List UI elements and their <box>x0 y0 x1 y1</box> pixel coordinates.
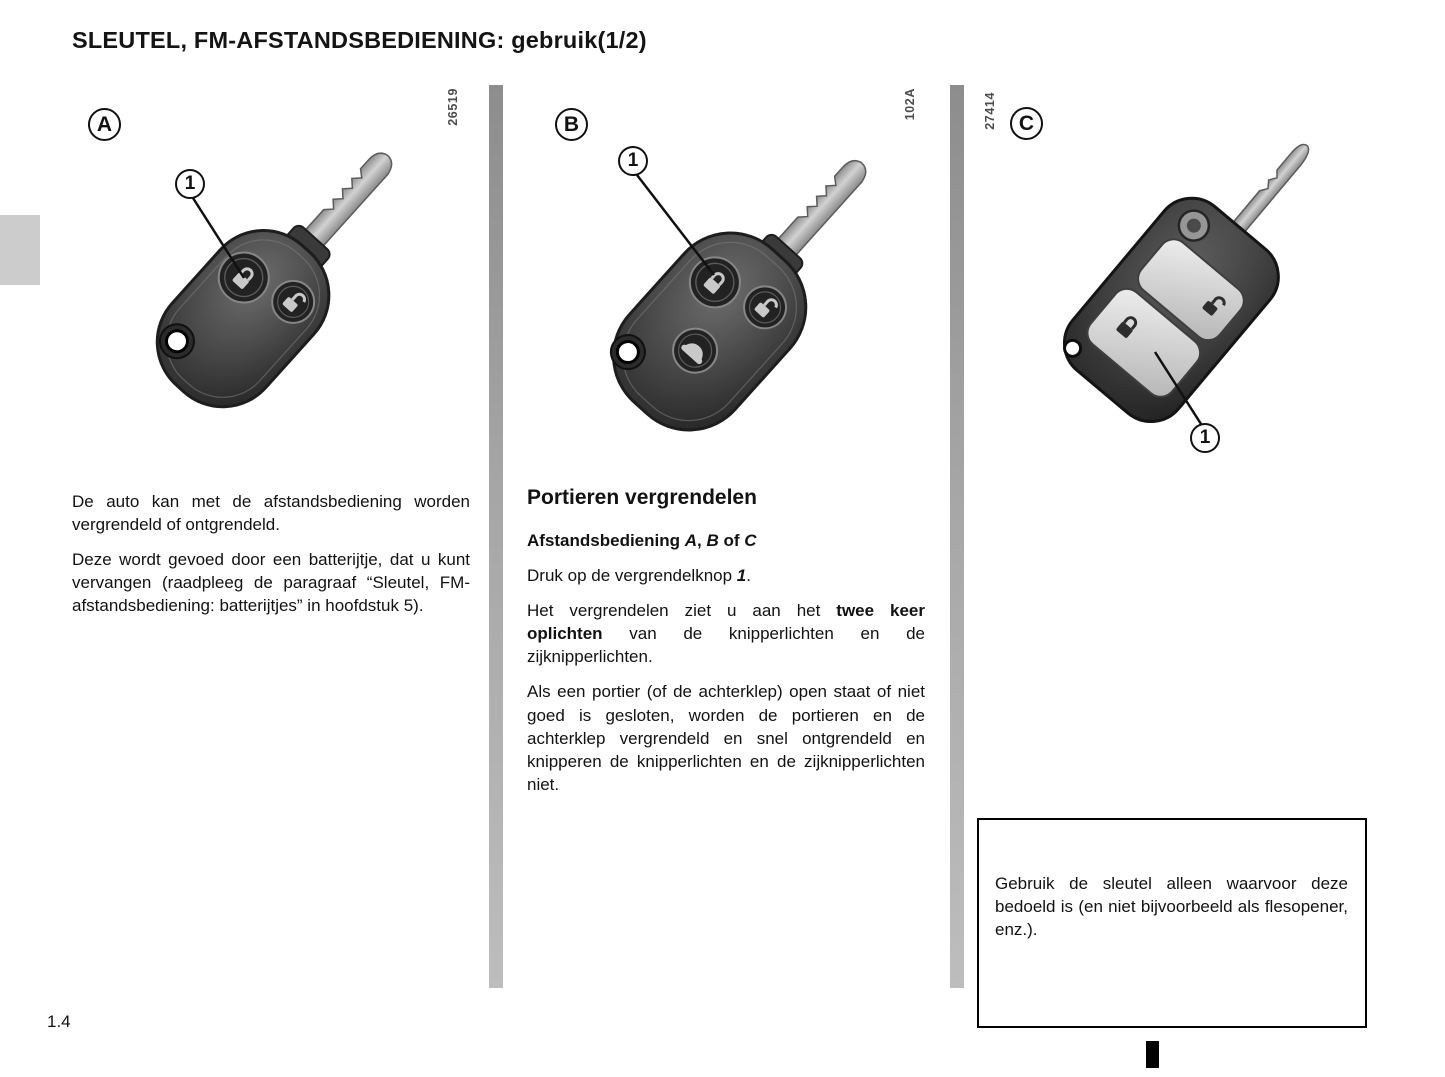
figure-label-a: A <box>88 108 121 141</box>
page-number: 1.4 <box>47 1012 71 1031</box>
column-divider-2 <box>950 85 964 988</box>
subheading-text: Afstandsbediening <box>527 531 685 550</box>
battery-paragraph: Deze wordt gevoed door een batterijtje, dat u kunt vervangen (raadpleeg de paragraaf “Sleutel, FM-afstandsbediening: batterijtjes” in hoofdstuk 5). <box>72 550 470 616</box>
column-b-text <box>527 486 925 808</box>
key-a-illustration <box>60 90 490 480</box>
figure-label-c: C <box>1010 107 1043 140</box>
subheading-afstandsbediening <box>527 531 925 551</box>
emphasis-text: twee keer oplichten <box>527 601 926 644</box>
figure-code-b: 102A <box>903 88 917 121</box>
paragraph-text: van de knipperlichten en de zijknipperlichten. <box>527 624 925 667</box>
figure-label-b: B <box>555 108 588 141</box>
paragraph-text: . <box>746 566 751 585</box>
note-text: Gebruik de sleutel alleen waarvoor deze bedoeld is (en niet bijvoorbeeld als flesopener, enz.). <box>995 874 1348 940</box>
remote-ref-a: A <box>684 531 698 550</box>
door-open-paragraph: Als een portier (of de achterklep) open staat of niet goed is gesloten, worden de portieren en de achterklep vergrendeld en snel ontgrendeld en knipperen de knipperlichten en de zijknipperlichten niet. <box>527 682 925 794</box>
intro-paragraph: De auto kan met de afstandsbediening worden vergrendeld of ontgrendeld. <box>72 492 470 535</box>
figure-key-b <box>520 90 950 480</box>
figure-code-c: 27414 <box>983 92 997 130</box>
button-ref-1: 1 <box>736 566 747 585</box>
column-divider-1 <box>489 85 503 988</box>
subheading-text: , <box>697 531 707 550</box>
flash-indicator-paragraph <box>527 599 925 668</box>
caution-note-box <box>977 818 1367 1028</box>
figure-a-callout-1: 1 <box>175 169 205 199</box>
section-end-marker <box>1146 1041 1159 1068</box>
remote-ref-c: C <box>744 531 757 550</box>
figure-b-callout-1: 1 <box>618 146 648 176</box>
remote-ref-b: B <box>706 531 719 550</box>
column-a-text <box>72 490 470 630</box>
figure-c-callout-1: 1 <box>1190 423 1220 453</box>
subheading-text: of <box>718 531 745 550</box>
chapter-tab <box>0 215 40 285</box>
figure-code-a: 26519 <box>446 88 460 126</box>
figure-key-a <box>60 90 490 480</box>
page-title: SLEUTEL, FM-AFSTANDSBEDIENING: gebruik(1/2) <box>72 27 647 53</box>
key-b-illustration <box>520 90 950 480</box>
figure-key-c <box>975 90 1415 510</box>
section-heading-portieren-vergrendelen: Portieren vergrendelen <box>527 486 757 509</box>
paragraph-text: Druk op de vergrendelknop <box>527 566 737 585</box>
paragraph-text: Het vergrendelen ziet u aan het <box>527 601 837 621</box>
press-button-paragraph <box>527 564 925 587</box>
